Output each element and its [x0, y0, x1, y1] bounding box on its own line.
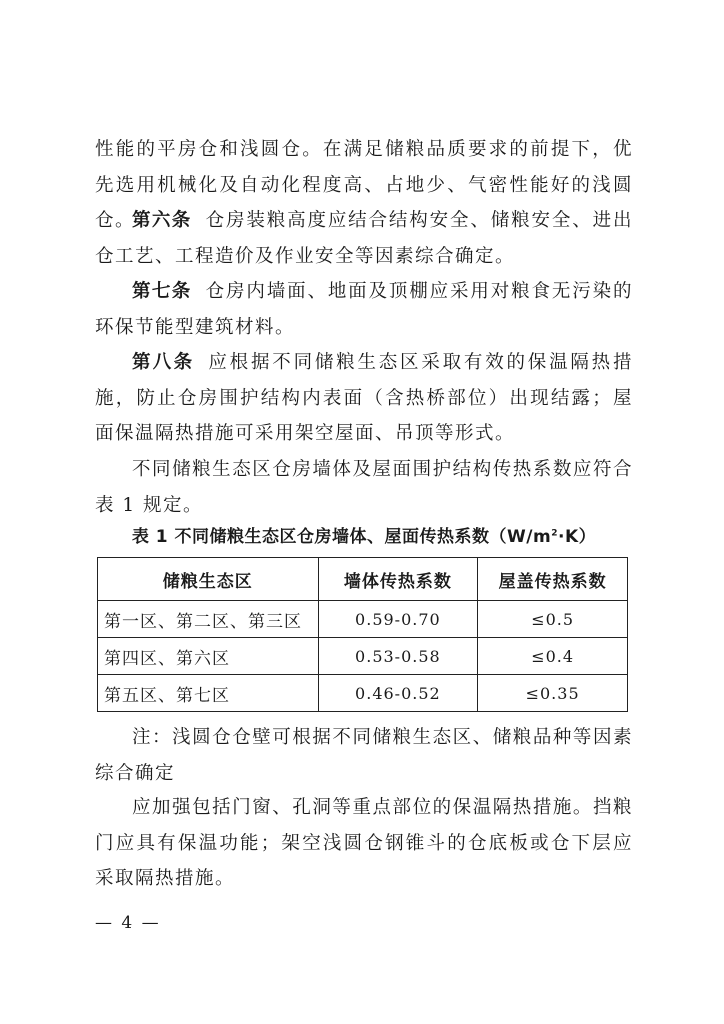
table-title-suffix: ·K）	[557, 527, 597, 547]
cell-wall-coefficient: 0.46-0.52	[318, 675, 478, 712]
article-6-label: 第六条	[132, 210, 192, 231]
paragraph-article-6	[95, 203, 633, 274]
page-number: — 4 —	[95, 913, 161, 933]
cell-roof-coefficient: ≤0.5	[478, 601, 628, 638]
cell-wall-coefficient: 0.53-0.58	[318, 638, 478, 675]
cell-zone: 第一区、第二区、第三区	[98, 601, 319, 638]
heat-transfer-table	[97, 557, 628, 712]
article-8-label: 第八条	[132, 352, 195, 373]
article-8-text: 应根据不同储粮生态区采取有效的保温隔热措施，防止仓房围护结构内表面（含热桥部位）出现结露；屋面保温隔热措施可采用架空屋面、吊顶等形式。	[95, 352, 633, 444]
paragraph-table-reference: 不同储粮生态区仓房墙体及屋面围护结构传热系数应符合表 1 规定。	[95, 459, 633, 516]
paragraph-article-7	[95, 274, 633, 345]
table-row	[98, 638, 628, 675]
table-title-superscript: 2	[551, 528, 558, 539]
table-title-prefix: 表 1 不同储粮生态区仓房墙体、屋面传热系数（W/m	[131, 527, 552, 547]
cell-zone: 第四区、第六区	[98, 638, 319, 675]
header-roof-coefficient: 屋盖传热系数	[478, 558, 628, 601]
paragraph-continuation: 性能的平房仓和浅圆仓。在满足储粮品质要求的前提下，优先选用机械化及自动化程度高、占地少、气密性能好的浅圆仓。	[95, 139, 633, 231]
paragraph-insulation-measures: 应加强包括门窗、孔洞等重点部位的保温隔热措施。挡粮门应具有保温功能；架空浅圆仓钢锥斗的仓底板或仓下层应采取隔热措施。	[95, 797, 633, 889]
table-title	[95, 522, 633, 552]
cell-roof-coefficient: ≤0.4	[478, 638, 628, 675]
table-header-row	[98, 558, 628, 601]
article-7-text: 仓房内墙面、地面及顶棚应采用对粮食无污染的环保节能型建筑材料。	[95, 281, 633, 338]
paragraph-article-8	[95, 345, 633, 452]
table-row	[98, 675, 628, 712]
cell-roof-coefficient: ≤0.35	[478, 675, 628, 712]
table-note: 注：浅圆仓仓壁可根据不同储粮生态区、储粮品种等因素综合确定	[95, 727, 633, 784]
cell-wall-coefficient: 0.59-0.70	[318, 601, 478, 638]
cell-zone: 第五区、第七区	[98, 675, 319, 712]
table-row	[98, 601, 628, 638]
article-6-text: 仓房装粮高度应结合结构安全、储粮安全、进出仓工艺、工程造价及作业安全等因素综合确定。	[95, 210, 633, 267]
header-zone: 储粮生态区	[98, 558, 319, 601]
article-7-label: 第七条	[132, 281, 192, 302]
header-wall-coefficient: 墙体传热系数	[318, 558, 478, 601]
